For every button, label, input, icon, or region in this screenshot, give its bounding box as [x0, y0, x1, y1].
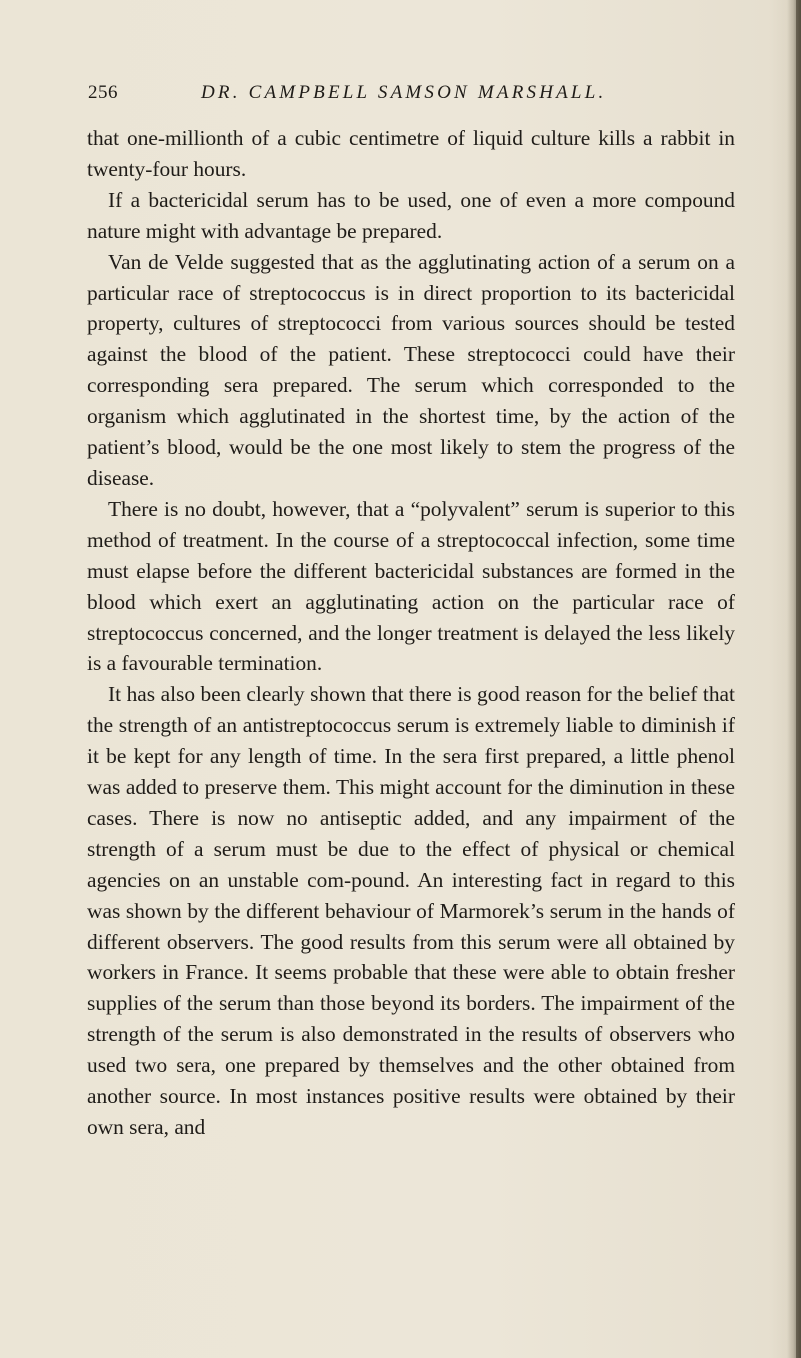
- page-edge: [796, 0, 801, 1358]
- page-number: 256: [88, 82, 118, 103]
- running-head: DR. CAMPBELL SAMSON MARSHALL.: [201, 82, 607, 103]
- paragraph-2: If a bactericidal serum has to be used, one of even a more compound nature might with advantage be prepared.: [87, 187, 735, 243]
- paragraph-4: There is no doubt, however, that a “polyvalent” serum is superior to this method of treatment. In the course of a streptococcal infection, some time must elapse before the different bactericidal substances are formed in the blood which exert an agglutinating action on the particular race of streptococcus concerned, and the longer treatment is delayed the less likely is a favourable termination.: [87, 496, 735, 676]
- paragraph-1: that one-millionth of a cubic centimetre of liquid culture kills a rabbit in twenty-four hours.: [87, 126, 735, 181]
- paragraph-5: It has also been clearly shown that there is good reason for the belief that the strength of an antistreptococcus serum is extremely liable to diminish if it be kept for any length of time. In the sera first prepared, a little phenol was added to preserve them. This might account for the diminution in these cases. There is now no antiseptic added, and any impairment of the strength of a serum must be due to the effect of physical or chemical agencies on an unstable com-pound. An interesting fact in regard to this was shown by the different behaviour of Marmorek’s serum in the hands of different observers. The good results from this serum were all obtained by workers in France. It seems probable that these were able to obtain fresher supplies of the serum than those beyond its borders. The impairment of the strength of the serum is also demonstrated in the results of observers who used two sera, one prepared by themselves and the other obtained from another source. In most instances positive results were obtained by their own sera, and: [87, 682, 735, 1139]
- body-text: [87, 123, 735, 1143]
- page-header: [88, 78, 728, 108]
- paragraph-3: Van de Velde suggested that as the agglutinating action of a serum on a particular race of streptococcus is in direct proportion to its bactericidal property, cultures of streptococci from various sources should be tested against the blood of the patient. These streptococci could have their corresponding sera prepared. The serum which corresponded to the organism which agglutinated in the shortest time, by the action of the patient’s blood, would be the one most likely to stem the progress of the disease.: [87, 249, 735, 490]
